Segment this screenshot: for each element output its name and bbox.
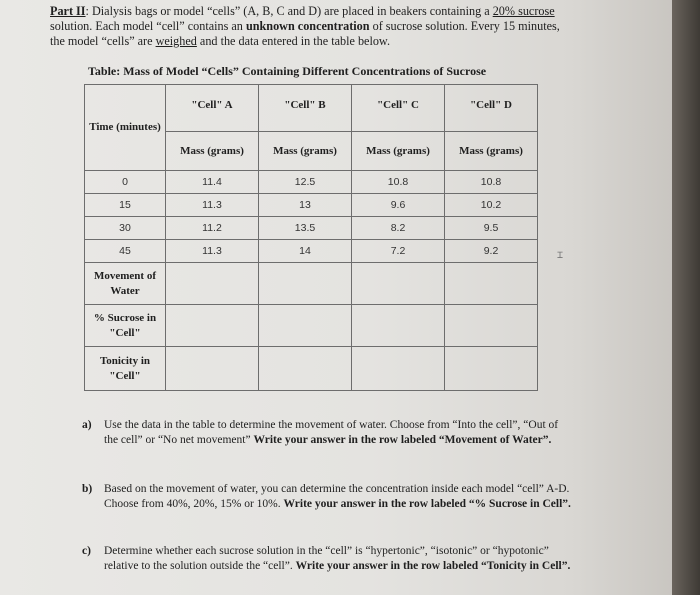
question-a (82, 418, 582, 447)
table-row (85, 194, 538, 217)
time-value: 45 (85, 240, 166, 263)
mass-value: 10.8 (445, 171, 538, 194)
movement-of-water-label: Movement of Water (85, 263, 166, 305)
table-row-movement (85, 263, 538, 305)
answer-cell[interactable] (445, 305, 538, 347)
intro-highlight-2: weighed (155, 34, 197, 48)
cursor-icon: ⌶ (557, 250, 564, 261)
answer-cell[interactable] (352, 347, 445, 391)
mass-value: 9.2 (445, 240, 538, 263)
question-instruction: Write your answer in the row labeled “% Sucrose in Cell”. (283, 497, 571, 510)
answer-cell[interactable] (166, 347, 259, 391)
mass-value: 13.5 (259, 217, 352, 240)
intro-text-3: of sucrose solution. Every 15 minutes, (369, 19, 560, 33)
mass-header-d: Mass (grams) (445, 132, 538, 171)
mass-value: 8.2 (352, 217, 445, 240)
cell-d-header: "Cell" D (445, 85, 538, 132)
answer-cell[interactable] (352, 305, 445, 347)
answer-cell[interactable] (259, 305, 352, 347)
question-instruction: Write your answer in the row labeled “Tonicity in Cell”. (295, 559, 571, 572)
cell-b-header: "Cell" B (259, 85, 352, 132)
intro-highlight-1: 20% sucrose (492, 4, 555, 18)
intro-text-4: the model “cells” are (50, 34, 156, 48)
part-label: Part II (50, 4, 86, 18)
question-label: b) (82, 483, 93, 495)
tonicity-in-cell-label: Tonicity in "Cell" (85, 347, 166, 391)
table-row (85, 240, 538, 263)
time-value: 30 (85, 217, 166, 240)
question-label: a) (82, 419, 92, 431)
page-shadow-edge (672, 0, 700, 595)
answer-cell[interactable] (259, 263, 352, 305)
question-text: Determine whether each sucrose solution in the “cell” is “hypertonic”, “isotonic” or “hypotonic” relative to the solution outside the “cell”. (104, 545, 549, 572)
mass-header-b: Mass (grams) (259, 132, 352, 171)
question-c (82, 544, 582, 573)
mass-value: 12.5 (259, 171, 352, 194)
mass-value: 13 (259, 194, 352, 217)
table-row-tonicity (85, 347, 538, 391)
answer-cell[interactable] (445, 263, 538, 305)
mass-value: 10.2 (445, 194, 538, 217)
intro-text-2: solution. Each model “cell” contains an (50, 19, 246, 33)
table-row (85, 171, 538, 194)
intro-text-5: and the data entered in the table below. (196, 34, 390, 48)
cell-c-header: "Cell" C (352, 85, 445, 132)
answer-cell[interactable] (259, 347, 352, 391)
question-text: Based on the movement of water, you can determine the concentration inside each model “cell” A-D. Choose from 40%, 20%, 15% or 10%. (104, 483, 570, 510)
answer-cell[interactable] (445, 347, 538, 391)
table-row (85, 217, 538, 240)
intro-text-1: : Dialysis bags or model “cells” (A, B, C and D) are placed in beakers containing a (85, 4, 493, 18)
answer-cell[interactable] (352, 263, 445, 305)
mass-value: 11.3 (166, 194, 259, 217)
intro-bold-1: unknown concentration (245, 19, 370, 33)
cell-a-header: "Cell" A (166, 85, 259, 132)
mass-value: 11.4 (166, 171, 259, 194)
table-title: Table: Mass of Model “Cells” Containing Different Concentrations of Sucrose (88, 64, 487, 78)
mass-table (84, 84, 538, 391)
mass-value: 11.3 (166, 240, 259, 263)
mass-value: 10.8 (352, 171, 445, 194)
mass-header-a: Mass (grams) (166, 132, 259, 171)
mass-value: 14 (259, 240, 352, 263)
mass-value: 11.2 (166, 217, 259, 240)
sucrose-in-cell-label: % Sucrose in "Cell" (85, 305, 166, 347)
time-value: 15 (85, 194, 166, 217)
question-text: Use the data in the table to determine the movement of water. Choose from “Into the cell”, “Out of the cell” or “No net movement” (104, 419, 559, 446)
answer-cell[interactable] (166, 263, 259, 305)
mass-value: 9.5 (445, 217, 538, 240)
intro-paragraph (50, 4, 650, 49)
question-instruction: Write your answer in the row labeled “Movement of Water”. (253, 433, 552, 446)
table-row-sucrose (85, 305, 538, 347)
time-value: 0 (85, 171, 166, 194)
mass-header-c: Mass (grams) (352, 132, 445, 171)
time-header: Time (minutes) (85, 85, 166, 171)
question-b (82, 482, 582, 511)
question-label: c) (82, 545, 91, 557)
mass-value: 9.6 (352, 194, 445, 217)
answer-cell[interactable] (166, 305, 259, 347)
mass-value: 7.2 (352, 240, 445, 263)
